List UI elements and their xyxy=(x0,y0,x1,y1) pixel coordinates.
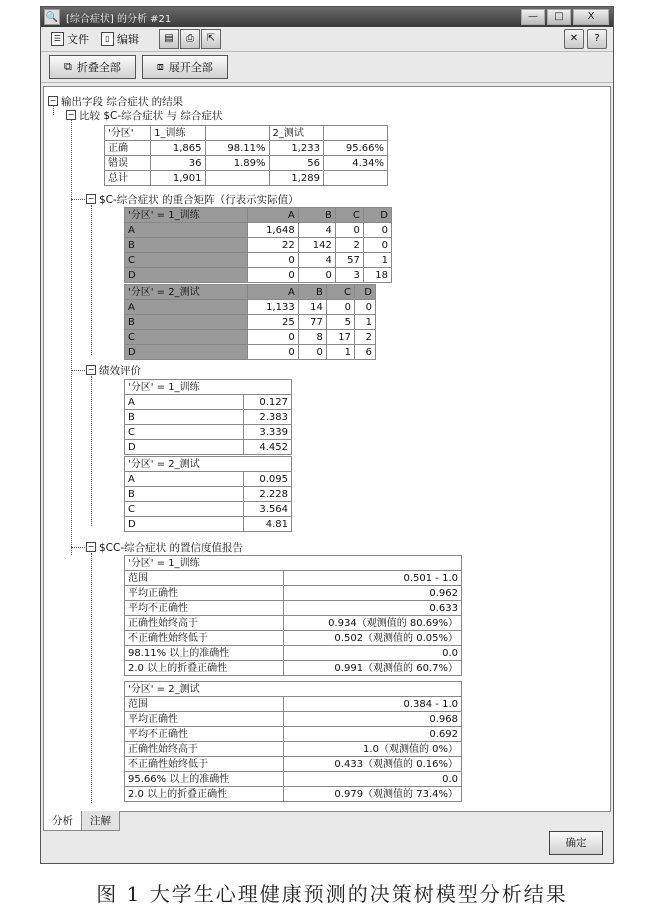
tree-node-perf[interactable] xyxy=(86,363,141,377)
cell-value: 0.692 xyxy=(284,727,462,742)
ok-button[interactable]: 确定 xyxy=(549,831,603,855)
tree-node-matrix-label: $C-综合症状 的重合矩阵（行表示实际值） xyxy=(99,193,299,206)
cell-value: 14 xyxy=(298,300,326,315)
table-row xyxy=(125,517,292,532)
tool-group xyxy=(159,29,221,49)
row-label: 平均不正确性 xyxy=(125,601,284,616)
cell-value: 0.633 xyxy=(284,601,462,616)
cell-value: 0.0 xyxy=(284,646,462,661)
cell-value: 0 xyxy=(248,268,299,283)
analysis-window xyxy=(40,6,614,864)
table-row xyxy=(125,238,392,253)
magnifier-icon: 🔍 xyxy=(44,9,60,25)
table-row xyxy=(125,571,462,586)
menu-edit-label: 编辑 xyxy=(117,33,139,46)
minimize-button[interactable]: — xyxy=(521,9,545,25)
performance-test-table xyxy=(124,456,292,532)
table-row xyxy=(125,601,462,616)
close-button[interactable]: X xyxy=(573,9,609,25)
table-row xyxy=(125,425,292,440)
cell-value: 0.433（观测值的 0.16%） xyxy=(284,757,462,772)
cell-value: 0.095 xyxy=(244,472,292,487)
cell-value: 1,233 xyxy=(269,141,323,156)
confidence-train-table xyxy=(124,555,462,676)
matrix-col-header: B xyxy=(298,285,326,300)
confidence-test-table xyxy=(124,681,462,802)
compare-header-cell xyxy=(323,126,387,141)
cell-value: 6 xyxy=(355,345,376,360)
table-row xyxy=(125,223,392,238)
tree-node-compare-label: 比较 $C-综合症状 与 综合症状 xyxy=(79,109,223,122)
cell-value: 56 xyxy=(269,156,323,171)
table-row xyxy=(125,253,392,268)
table-row xyxy=(125,712,462,727)
cell-value: 0.934（观测值的 80.69%） xyxy=(284,616,462,631)
table-row xyxy=(125,300,376,315)
cell-value: 1,289 xyxy=(269,171,323,186)
row-label: 不正确性始终低于 xyxy=(125,757,284,772)
row-label: 错误 xyxy=(105,156,151,171)
table-row xyxy=(125,330,376,345)
window-title: [综合症状] 的分析 #21 xyxy=(66,13,172,25)
row-label: A xyxy=(125,395,244,410)
bottom-tabs xyxy=(43,811,119,831)
cell-value: 1 xyxy=(355,315,376,330)
matrix-col-header: A xyxy=(248,208,299,223)
cell-value: 1,133 xyxy=(248,300,299,315)
cell-value: 0.991（观测值的 60.7%） xyxy=(284,661,462,676)
row-label: 不正确性始终低于 xyxy=(125,631,284,646)
tree-node-compare[interactable] xyxy=(66,108,222,122)
cell-value: 1,901 xyxy=(151,171,205,186)
publish-icon[interactable]: ⇱ xyxy=(201,29,221,49)
tree-node-root[interactable] xyxy=(48,94,183,108)
table-row xyxy=(125,472,292,487)
compare-header-cell: '分区' xyxy=(105,126,151,141)
matrix-header: '分区' = 1_训练 xyxy=(125,208,248,223)
cell-value: 0 xyxy=(248,330,299,345)
compare-header-cell xyxy=(205,126,269,141)
conf-header: '分区' = 1_训练 xyxy=(125,556,462,571)
table-row xyxy=(125,395,292,410)
print-icon[interactable]: ⎙ xyxy=(180,29,200,49)
cell-value: 0 xyxy=(248,253,299,268)
table-row xyxy=(125,315,376,330)
table-row xyxy=(125,268,392,283)
table-row xyxy=(125,502,292,517)
table-row xyxy=(125,757,462,772)
edit-icon: ▯ xyxy=(101,32,114,46)
cell-value: 57 xyxy=(335,253,363,268)
cell-value: 4.34% xyxy=(323,156,387,171)
table-row xyxy=(125,661,462,676)
row-label: 平均正确性 xyxy=(125,586,284,601)
cell-value: 4.81 xyxy=(244,517,292,532)
table-row xyxy=(125,410,292,425)
matrix-header: '分区' = 2_测试 xyxy=(125,285,248,300)
table-row xyxy=(125,586,462,601)
row-label: 2.0 以上的折叠正确性 xyxy=(125,787,284,802)
row-label: 98.11% 以上的准确性 xyxy=(125,646,284,661)
cell-value: 18 xyxy=(363,268,391,283)
cell-value: 0.384 - 1.0 xyxy=(284,697,462,712)
menu-file[interactable] xyxy=(51,31,89,47)
title-bar xyxy=(41,7,613,27)
expand-all-label: 展开全部 xyxy=(168,61,213,74)
cell-value: 0.127 xyxy=(244,395,292,410)
row-label: A xyxy=(125,300,248,315)
close-panel-icon[interactable]: ✕ xyxy=(564,29,584,49)
row-label: 总计 xyxy=(105,171,151,186)
compare-header-cell: 2_测试 xyxy=(269,126,323,141)
menu-edit[interactable] xyxy=(101,31,139,47)
output-tree-panel xyxy=(43,86,611,812)
coincidence-matrix-test xyxy=(124,284,376,360)
table-row xyxy=(105,141,388,156)
row-label: D xyxy=(125,440,244,455)
cell-value: 25 xyxy=(248,315,299,330)
collapse-all-label: 折叠全部 xyxy=(76,61,121,74)
cell-value: 2.228 xyxy=(244,487,292,502)
row-label: D xyxy=(125,517,244,532)
perf-header: '分区' = 2_测试 xyxy=(125,457,292,472)
row-label: C xyxy=(125,330,248,345)
cell-value: 95.66% xyxy=(323,141,387,156)
file-icon: ☰ xyxy=(51,32,64,46)
table-row xyxy=(125,772,462,787)
row-label: B xyxy=(125,410,244,425)
cell-value: 4.452 xyxy=(244,440,292,455)
cell-value: 5 xyxy=(326,315,354,330)
collapse-toggle-icon[interactable]: − xyxy=(87,194,95,203)
cell-value: 0 xyxy=(298,268,335,283)
compare-header-cell: 1_训练 xyxy=(151,126,205,141)
cell-value: 1 xyxy=(363,253,391,268)
expand-all-button[interactable] xyxy=(142,55,228,79)
matrix-col-header: D xyxy=(363,208,391,223)
row-label: C xyxy=(125,502,244,517)
row-label: 正确 xyxy=(105,141,151,156)
cell-value: 0 xyxy=(363,223,391,238)
cell-value xyxy=(205,171,269,186)
table-row xyxy=(125,742,462,757)
table-row xyxy=(125,345,376,360)
cell-value xyxy=(323,171,387,186)
cell-value: 2.383 xyxy=(244,410,292,425)
matrix-col-header: C xyxy=(335,208,363,223)
tree-node-confidence[interactable] xyxy=(86,540,243,554)
row-label: 95.66% 以上的准确性 xyxy=(125,772,284,787)
row-label: A xyxy=(125,223,248,238)
coincidence-matrix-train xyxy=(124,207,392,283)
tree-node-root-label: 输出字段 综合症状 的结果 xyxy=(61,95,184,108)
row-label: B xyxy=(125,238,248,253)
row-label: C xyxy=(125,425,244,440)
collapse-toggle-icon[interactable]: − xyxy=(87,542,95,551)
table-row xyxy=(125,487,292,502)
row-label: B xyxy=(125,487,244,502)
cell-value: 0 xyxy=(298,345,326,360)
perf-header: '分区' = 1_训练 xyxy=(125,380,292,395)
cell-value: 4 xyxy=(298,223,335,238)
table-row xyxy=(125,440,292,455)
compare-table xyxy=(104,125,388,186)
table-row xyxy=(105,156,388,171)
menu-file-label: 文件 xyxy=(67,33,89,46)
tree-node-matrix[interactable] xyxy=(86,192,299,206)
cell-value: 3 xyxy=(335,268,363,283)
cell-value: 77 xyxy=(298,315,326,330)
cell-value: 4 xyxy=(298,253,335,268)
tree-node-confidence-label: $CC-综合症状 的置信度值报告 xyxy=(99,541,243,554)
cell-value: 1.0（观测值的 0%） xyxy=(284,742,462,757)
matrix-col-header: B xyxy=(298,208,335,223)
row-label: D xyxy=(125,268,248,283)
collapse-icon: ⧉ xyxy=(64,60,72,73)
help-icon[interactable]: ? xyxy=(587,29,607,49)
table-row xyxy=(125,727,462,742)
tab-annotations[interactable]: 注解 xyxy=(81,811,120,831)
cell-value: 17 xyxy=(326,330,354,345)
row-label: A xyxy=(125,472,244,487)
collapse-all-button[interactable] xyxy=(49,55,136,79)
cell-value: 142 xyxy=(298,238,335,253)
cell-value: 0 xyxy=(326,300,354,315)
row-label: 平均不正确性 xyxy=(125,727,284,742)
expand-icon: ⧈ xyxy=(156,60,164,73)
row-label: 2.0 以上的折叠正确性 xyxy=(125,661,284,676)
cell-value: 2 xyxy=(355,330,376,345)
cell-value: 1,648 xyxy=(248,223,299,238)
cell-value: 0.962 xyxy=(284,586,462,601)
cell-value: 0 xyxy=(248,345,299,360)
cell-value: 1 xyxy=(326,345,354,360)
tree-node-perf-label: 绩效评价 xyxy=(99,364,141,377)
cell-value: 1.89% xyxy=(205,156,269,171)
cell-value: 3.339 xyxy=(244,425,292,440)
cell-value: 36 xyxy=(151,156,205,171)
table-row xyxy=(125,616,462,631)
cell-value: 0.979（观测值的 73.4%） xyxy=(284,787,462,802)
matrix-col-header: C xyxy=(326,285,354,300)
matrix-col-header: A xyxy=(248,285,299,300)
cell-value: 0.501 - 1.0 xyxy=(284,571,462,586)
row-label: 正确性始终高于 xyxy=(125,616,284,631)
cell-value: 0.0 xyxy=(284,772,462,787)
matrix-col-header: D xyxy=(355,285,376,300)
cell-value: 0 xyxy=(335,223,363,238)
maximize-button[interactable]: □ xyxy=(547,9,571,25)
cell-value: 0.502（观测值的 0.05%） xyxy=(284,631,462,646)
table-row xyxy=(125,631,462,646)
conf-header: '分区' = 2_测试 xyxy=(125,682,462,697)
collapse-toggle-icon[interactable]: − xyxy=(67,110,75,119)
tree-toolbar xyxy=(41,52,613,83)
cell-value: 0 xyxy=(355,300,376,315)
cell-value: 3.564 xyxy=(244,502,292,517)
row-label: 正确性始终高于 xyxy=(125,742,284,757)
cell-value: 8 xyxy=(298,330,326,345)
table-row xyxy=(125,787,462,802)
cell-value: 22 xyxy=(248,238,299,253)
row-label: C xyxy=(125,253,248,268)
menu-bar xyxy=(41,27,613,52)
row-label: 范围 xyxy=(125,697,284,712)
row-label: B xyxy=(125,315,248,330)
cell-value: 0 xyxy=(363,238,391,253)
row-label: 平均正确性 xyxy=(125,712,284,727)
cell-value: 1,865 xyxy=(151,141,205,156)
collapse-toggle-icon[interactable]: − xyxy=(49,96,57,105)
row-label: 范围 xyxy=(125,571,284,586)
export-icon[interactable]: ▤ xyxy=(159,29,179,49)
cell-value: 98.11% xyxy=(205,141,269,156)
tab-analysis[interactable]: 分析 xyxy=(43,811,82,831)
table-row xyxy=(125,697,462,712)
performance-train-table xyxy=(124,379,292,455)
figure-caption: 图 1 大学生心理健康预测的决策树模型分析结果 xyxy=(96,882,568,906)
table-row xyxy=(125,646,462,661)
table-row xyxy=(105,171,388,186)
collapse-toggle-icon[interactable]: − xyxy=(87,365,95,374)
row-label: D xyxy=(125,345,248,360)
cell-value: 0.968 xyxy=(284,712,462,727)
cell-value: 2 xyxy=(335,238,363,253)
